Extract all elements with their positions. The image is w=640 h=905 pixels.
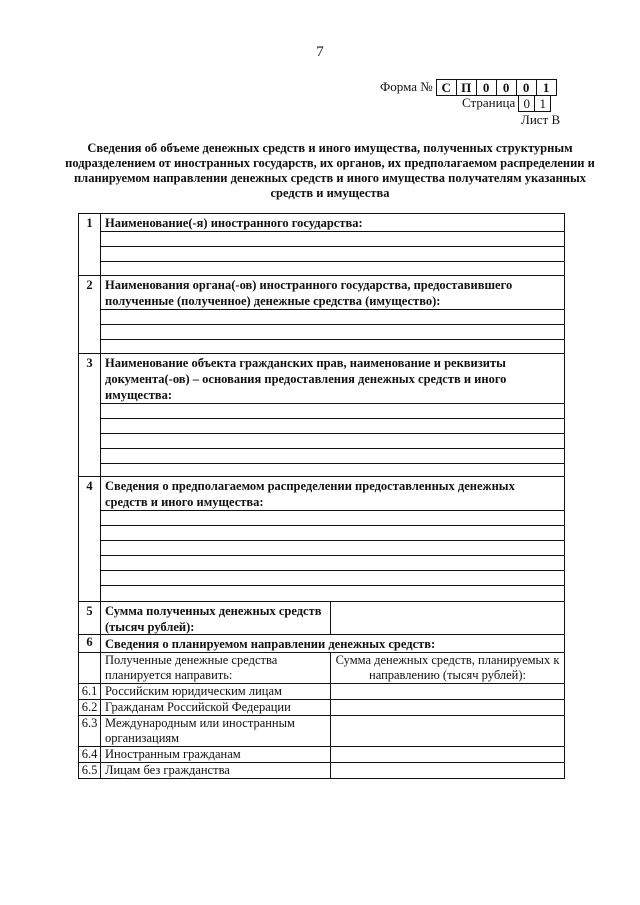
section-number: 4: [79, 477, 101, 601]
section-5: [79, 602, 564, 635]
section-3: [79, 354, 564, 477]
form-number-row: [380, 79, 557, 95]
section-heading: Сведения о предполагаемом распределении предоставленных денежных средств и иного имущества:: [105, 479, 515, 509]
page-code-label: Страница: [462, 95, 516, 110]
amount-field[interactable]: [331, 700, 564, 715]
section-4: [79, 477, 564, 602]
entry-line[interactable]: [101, 463, 564, 476]
row-label: Лицам без гражданства: [101, 763, 331, 778]
entry-line[interactable]: [101, 418, 564, 433]
form-table: [78, 213, 565, 779]
entry-line[interactable]: [101, 339, 564, 353]
section-1: [79, 214, 564, 276]
form-code-cell: С: [436, 79, 457, 96]
page-number: 7: [316, 44, 324, 60]
amount-field[interactable]: [331, 747, 564, 762]
sheet-label: Лист В: [521, 112, 561, 127]
section-number: 3: [79, 354, 101, 476]
entry-line[interactable]: [101, 309, 564, 324]
row-number: 6.2: [79, 700, 101, 715]
table-row: [79, 699, 564, 715]
section-heading: Наименование объекта гражданских прав, наименование и реквизиты документа(-ов) – основания предоставления денежных средств и иного имущества:: [105, 356, 507, 402]
table-row: [79, 762, 564, 778]
entry-line[interactable]: [101, 570, 564, 585]
row-label: Гражданам Российской Федерации: [101, 700, 331, 715]
page-code-row: [462, 95, 551, 111]
entry-line[interactable]: [101, 261, 564, 275]
entry-line[interactable]: [101, 448, 564, 463]
table-row: [79, 715, 564, 746]
entry-line[interactable]: [101, 585, 564, 601]
section-number: 5: [79, 602, 101, 634]
section-number: 6: [79, 635, 101, 652]
form-code-cell: 0: [476, 79, 497, 96]
entry-line[interactable]: [101, 403, 564, 418]
entry-line[interactable]: [101, 540, 564, 555]
entry-line[interactable]: [101, 433, 564, 448]
row-number: 6.3: [79, 716, 101, 746]
entry-line[interactable]: [101, 555, 564, 570]
entry-line[interactable]: [101, 510, 564, 525]
column-header-amount: Сумма денежных средств, планируемых к направлению (тысяч рублей):: [335, 653, 560, 682]
page-code-cell: 1: [534, 95, 551, 112]
section-number: 2: [79, 276, 101, 353]
row-label: Международным или иностранным организациям: [101, 716, 331, 746]
table-row: [79, 683, 564, 699]
row-label: Иностранным гражданам: [101, 747, 331, 762]
form-code-cell: 0: [516, 79, 537, 96]
amount-field[interactable]: [331, 684, 564, 699]
row-number: 6.4: [79, 747, 101, 762]
entry-line[interactable]: [101, 246, 564, 261]
amount-field[interactable]: [331, 763, 564, 778]
form-code-cell: 0: [496, 79, 517, 96]
form-title: Сведения об объеме денежных средств и иного имущества, полученных структурным подразделением от иностранных государств, их органов, их предполагаемом распределении и планируемом направлении денежных средств и иного имущества получателям указанных средств и имущества: [65, 141, 595, 200]
amount-received-field[interactable]: [331, 602, 564, 634]
form-code-cell: П: [456, 79, 477, 96]
row-number: 6.1: [79, 684, 101, 699]
entry-line[interactable]: [101, 525, 564, 540]
table-row: [79, 746, 564, 762]
form-code-cell: 1: [536, 79, 557, 96]
amount-field[interactable]: [331, 716, 564, 746]
entry-line[interactable]: [101, 231, 564, 246]
section-number: 1: [79, 214, 101, 275]
page-code: [518, 95, 551, 112]
row-label: Российским юридическим лицам: [101, 684, 331, 699]
section-heading: Наименования органа(-ов) иностранного государства, предоставившего полученные (полученное) денежные средства (имущество):: [105, 278, 513, 308]
column-header-recipient: Полученные денежные средства планируется направить:: [101, 653, 331, 683]
section-heading: Наименование(-я) иностранного государства:: [105, 216, 363, 230]
page-code-cell: 0: [518, 95, 535, 112]
row-number: 6.5: [79, 763, 101, 778]
section-heading: Сумма полученных денежных средств (тысяч рублей):: [101, 602, 331, 634]
form-number-code: [436, 79, 557, 96]
section-6: [79, 635, 564, 778]
form-number-label: Форма №: [380, 79, 433, 94]
section-2: [79, 276, 564, 354]
entry-line[interactable]: [101, 324, 564, 339]
section-heading: Сведения о планируемом направлении денежных средств:: [105, 637, 436, 651]
